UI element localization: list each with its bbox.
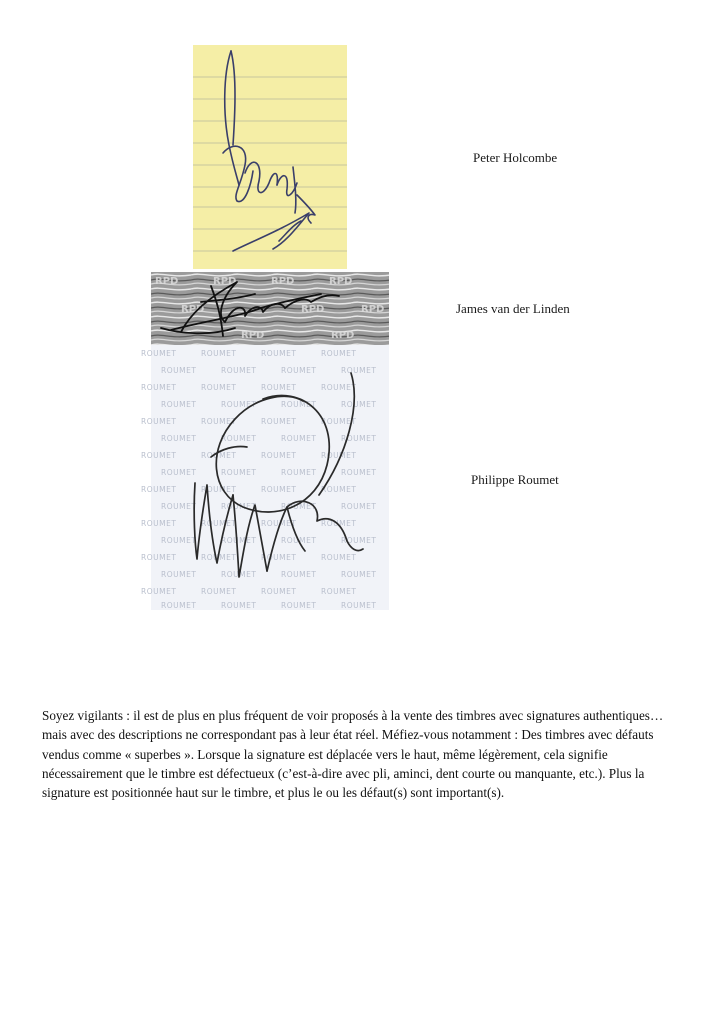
- roumet-watermark-row-6: ROUMET: [161, 434, 197, 443]
- roumet-watermark-row-3: ROUMET: [141, 383, 177, 392]
- roumet-watermark-row-7b: ROUMET: [201, 451, 237, 460]
- roumet-watermark-row-3d: ROUMET: [321, 383, 357, 392]
- roumet-watermark-row-5d: ROUMET: [321, 417, 357, 426]
- roumet-watermark-row-9: ROUMET: [141, 485, 177, 494]
- roumet-watermark-row-10d: ROUMET: [341, 502, 377, 511]
- roumet-watermark-row-6c: ROUMET: [281, 434, 317, 443]
- roumet-watermark-row-4d: ROUMET: [341, 400, 377, 409]
- roumet-watermark-row-14: ROUMET: [161, 570, 197, 579]
- roumet-watermark-row-13c: ROUMET: [261, 553, 297, 562]
- roumet-watermark-row-13b: ROUMET: [201, 553, 237, 562]
- roumet-watermark-row-16: ROUMET: [161, 601, 197, 610]
- roumet-watermark-row-9b: ROUMET: [201, 485, 237, 494]
- linden-watermark-7: RPD: [361, 304, 385, 315]
- signature-linden-image: [151, 272, 389, 345]
- roumet-watermark-row-12c: ROUMET: [281, 536, 317, 545]
- signature-roumet-caption: Philippe Roumet: [471, 472, 559, 487]
- roumet-watermark-row-13d: ROUMET: [321, 553, 357, 562]
- roumet-watermark-row-10: ROUMET: [161, 502, 197, 511]
- signature-linden-caption: James van der Linden: [456, 301, 570, 316]
- roumet-watermark-row-8: ROUMET: [161, 468, 197, 477]
- roumet-watermark-row-12b: ROUMET: [221, 536, 257, 545]
- roumet-watermark-row-7d: ROUMET: [321, 451, 357, 460]
- roumet-watermark-row-6d: ROUMET: [341, 434, 377, 443]
- roumet-watermark-row-11b: ROUMET: [201, 519, 237, 528]
- linden-watermark-8: RPD: [241, 330, 265, 341]
- linden-watermark-6: RPD: [301, 304, 325, 315]
- roumet-watermark-row-1c: ROUMET: [261, 349, 297, 358]
- signature-holcombe-caption: Peter Holcombe: [473, 150, 558, 165]
- warning-paragraph: Soyez vigilants : il est de plus en plus fréquent de voir proposés à la vente des timbres avec signatures authentiques… mais avec des descriptions ne correspondant pas à leur état réel. Méfiez-vous notamment : Des timbres avec défauts vendus comme « superbes ». Lorsque la signature est déplacée vers le haut, même légèrement, cela signifie nécessairement que le timbre est défectueux (c’est-à-dire avec pli, aminci, dent courte ou manquante, etc.). Plus la signature est positionnée haut sur le timbre, et plus le ou les défaut(s) sont important(s).: [42, 708, 664, 801]
- roumet-watermark-row-6b: ROUMET: [221, 434, 257, 443]
- roumet-watermark-row-4b: ROUMET: [221, 400, 257, 409]
- roumet-watermark-row-4: ROUMET: [161, 400, 197, 409]
- roumet-watermark-row-4c: ROUMET: [281, 400, 317, 409]
- roumet-watermark-row-5c: ROUMET: [261, 417, 297, 426]
- roumet-watermark-row-5: ROUMET: [141, 417, 177, 426]
- roumet-watermark-row-8b: ROUMET: [221, 468, 257, 477]
- roumet-watermark-row-10b: ROUMET: [221, 502, 257, 511]
- roumet-watermark-row-2: ROUMET: [161, 366, 197, 375]
- roumet-watermark-row-2d: ROUMET: [341, 366, 377, 375]
- roumet-watermark-row-10c: ROUMET: [281, 502, 317, 511]
- roumet-watermark-row-15: ROUMET: [141, 587, 177, 596]
- roumet-watermark-row-2b: ROUMET: [221, 366, 257, 375]
- roumet-watermark-row-16c: ROUMET: [281, 601, 317, 610]
- linden-watermark-9: RPD: [331, 330, 355, 341]
- signature-holcombe-image: [193, 45, 347, 269]
- linden-watermark-5: RPD: [181, 304, 205, 315]
- linden-watermark-2: RPD: [213, 276, 237, 287]
- linden-watermark-3: RPD: [271, 276, 295, 287]
- roumet-watermark-row-3c: ROUMET: [261, 383, 297, 392]
- roumet-watermark-row-3b: ROUMET: [201, 383, 237, 392]
- roumet-watermark-row-14d: ROUMET: [341, 570, 377, 579]
- roumet-watermark-row-5b: ROUMET: [201, 417, 237, 426]
- roumet-watermark-row-15c: ROUMET: [261, 587, 297, 596]
- roumet-watermark-row-11: ROUMET: [141, 519, 177, 528]
- roumet-watermark-row-2c: ROUMET: [281, 366, 317, 375]
- roumet-watermark-row-12d: ROUMET: [341, 536, 377, 545]
- roumet-watermark-row-12: ROUMET: [161, 536, 197, 545]
- roumet-watermark-row-9c: ROUMET: [261, 485, 297, 494]
- roumet-watermark-row-8c: ROUMET: [281, 468, 317, 477]
- linden-watermark-1: RPD: [155, 276, 179, 287]
- linden-watermark-4: RPD: [329, 276, 353, 287]
- roumet-watermark-row-9d: ROUMET: [321, 485, 357, 494]
- roumet-watermark-row-8d: ROUMET: [341, 468, 377, 477]
- roumet-watermark-row-13: ROUMET: [141, 553, 177, 562]
- roumet-watermark-row-14c: ROUMET: [281, 570, 317, 579]
- roumet-watermark-row-14b: ROUMET: [221, 570, 257, 579]
- roumet-watermark-row-16b: ROUMET: [221, 601, 257, 610]
- roumet-watermark-row-15d: ROUMET: [321, 587, 357, 596]
- roumet-watermark-row-11d: ROUMET: [321, 519, 357, 528]
- roumet-watermark-row-15b: ROUMET: [201, 587, 237, 596]
- roumet-watermark-row-1: ROUMET: [141, 349, 177, 358]
- roumet-watermark-row-1d: ROUMET: [321, 349, 357, 358]
- roumet-watermark-row-11c: ROUMET: [261, 519, 297, 528]
- roumet-watermark-row-7: ROUMET: [141, 451, 177, 460]
- roumet-watermark-row-7c: ROUMET: [261, 451, 297, 460]
- signature-roumet-image: [141, 345, 389, 610]
- roumet-watermark-row-1b: ROUMET: [201, 349, 237, 358]
- roumet-watermark-row-16d: ROUMET: [341, 601, 377, 610]
